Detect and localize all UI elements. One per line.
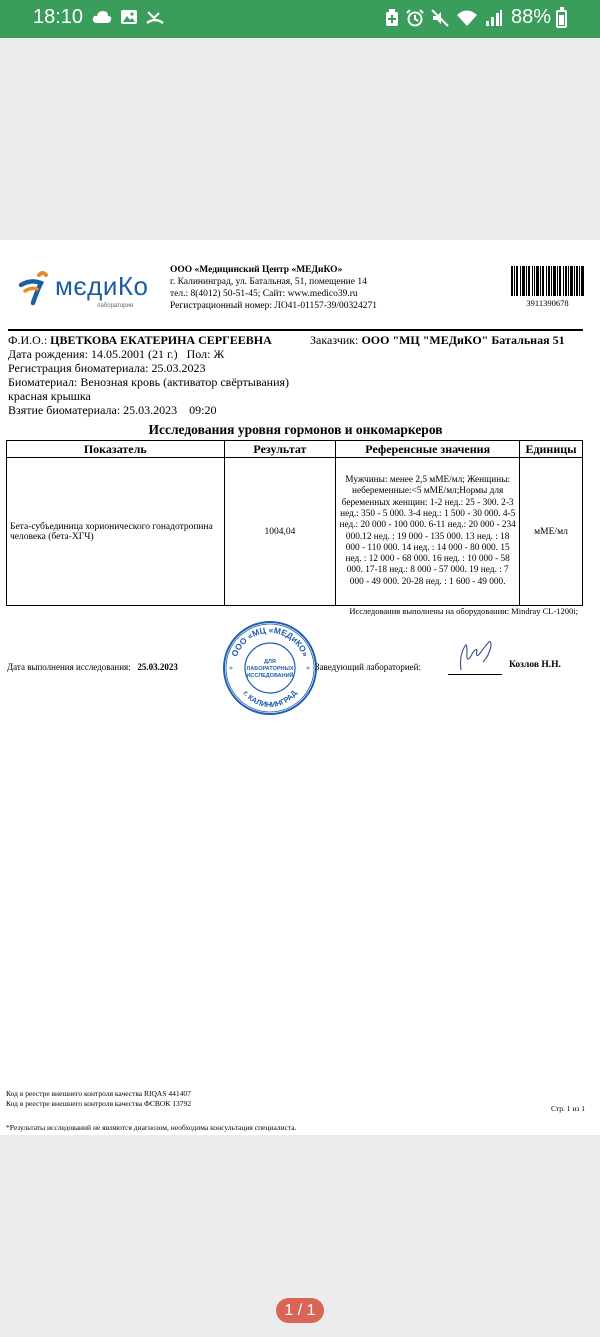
completion-date [7,662,178,672]
quality-control-codes [6,1089,191,1109]
document-page [0,240,600,1135]
missed-call-icon [146,8,164,26]
svg-text:г. КАЛИНИНГРАД [241,688,299,709]
results-table [6,440,583,606]
signature-icon [455,638,499,674]
customer-info [310,333,582,347]
customer-label: Заказчик: [310,333,359,347]
organization-info [170,264,377,312]
clock: 18:10 [33,6,84,28]
lab-head-name: Козлов Н.Н. [509,660,561,670]
battery-percent: 88% [511,6,552,28]
stamp-inner-2: ЛАБОРАТОРНЫХ [246,666,294,672]
logo-subtitle: лаборатория [97,303,134,309]
fsvok-code: Код в реестре внешнего контроля качества ФСВОК 13792 [6,1099,191,1108]
signal-icon [485,9,503,27]
col-header-reference: Референсные значения [336,441,520,458]
stamp-bottom-text: г. КАЛИНИНГРАД [241,688,299,710]
logo-mark-icon [17,269,57,309]
stamp-inner-3: ИССЛЕДОВАНИЙ [246,673,294,679]
svg-text:*: * [306,665,310,674]
barcode-number: 3911390678 [526,298,569,308]
table-header-row [7,441,583,458]
svg-text:*: * [229,665,233,674]
stamp-icon [221,619,319,717]
wifi-icon [456,9,478,27]
svg-text:ООО «МЦ «МЕДиКО» [229,625,311,658]
biomaterial: Биоматериал: Венозная кровь (активатор свёртывания) красная крышка [8,375,290,403]
alarm-icon [406,9,424,27]
units-value: мМЕ/мл [520,458,583,606]
section-title: Исследования уровня гормонов и онкомаркеров [148,422,443,437]
customer-value: ООО "МЦ "МЕДиКО" Батальная 51 [361,333,565,347]
patient-info [8,333,308,417]
header-divider [8,329,583,331]
mute-icon [431,9,449,27]
page-number: Стр. 1 из 1 [551,1104,585,1113]
riqas-code: Код в реестре внешнего контроля качества RIQAS 441407 [6,1089,191,1098]
sampling-time: Взятие биоматериала: 25.03.2023 09:20 [8,403,217,417]
date-value: 25.03.2023 [137,662,178,672]
lab-head-label: Заведующий лабораторией: [315,662,421,672]
equipment-note: Исследования выполнены на оборудовании: Mindray CL-1200i; [349,606,578,616]
table-row [7,458,583,606]
col-header-units: Единицы [520,441,583,458]
disclaimer: *Результаты исследований не являются диагнозом, необходима консультация специалиста. [6,1123,297,1132]
stamp-inner-1: ДЛЯ [264,659,276,665]
org-address: г. Калининград, ул. Батальная, 51, помещение 14 [170,277,367,287]
stamp-top-text: ООО «МЦ «МЕДиКО» [229,624,311,659]
org-name: ООО «Медицинский Центр «МЕДиКО» [170,265,343,275]
battery-saver-icon [385,9,399,27]
reference-values: Мужчины: менее 2,5 мМЕ/мл; Женщины: небеременные:<5 мМЕ/мл;Нормы для беременных женщин: 1-2 нед.: 25 - 300. 2-3 нед.: 350 - 5 000. 3-4 нед.: 1 500 - 30 000. 4-5 нед.: 20 000 - 100 000. 6-11 нед.: 20 000 - 234 000.12 нед. : 19 000 - 135 000. 13 нед. : 18 000 - 110 000. 14 нед. : 14 000 - 80 000. 15 нед. : 12 000 - 68 000. 16 нед. : 10 000 - 58 000. 17-18 нед.: 8 000 - 57 000. 19 нед. : 7 000 - 49 000. 20-28 нед. : 1 600 - 49 000. [336,458,520,606]
date-label: Дата выполнения исследования: [7,662,131,672]
org-contacts: тел.: 8(4012) 50-51-45; Сайт: www.medico39.ru [170,289,358,299]
page-indicator[interactable]: 1 / 1 [276,1298,324,1323]
col-header-result: Результат [224,441,336,458]
status-bar [0,0,600,38]
registration-date: Регистрация биоматериала: 25.03.2023 [8,361,206,375]
logo-text: мєдиКо [55,271,149,301]
result-value: 1004,04 [224,458,336,606]
indicator-name: Бета-субъединица хорионического гонадотропина человека (бета-ХГЧ) [7,458,225,606]
battery-icon [556,10,567,28]
fio-label: Ф.И.О.: [8,333,48,347]
patient-sex: Пол: Ж [186,347,225,361]
cloud-icon [92,10,112,24]
signature-line [448,674,502,675]
birth-date: Дата рождения: 14.05.2001 (21 г.) [8,347,178,361]
medico-logo [17,267,157,313]
barcode-icon [511,266,584,296]
col-header-indicator: Показатель [7,441,225,458]
image-icon [120,9,138,25]
org-reg-number: Регистрационный номер: ЛО41-01157-39/00324271 [170,301,378,311]
patient-name: ЦВЕТКОВА ЕКАТЕРИНА СЕРГЕЕВНА [50,333,272,347]
